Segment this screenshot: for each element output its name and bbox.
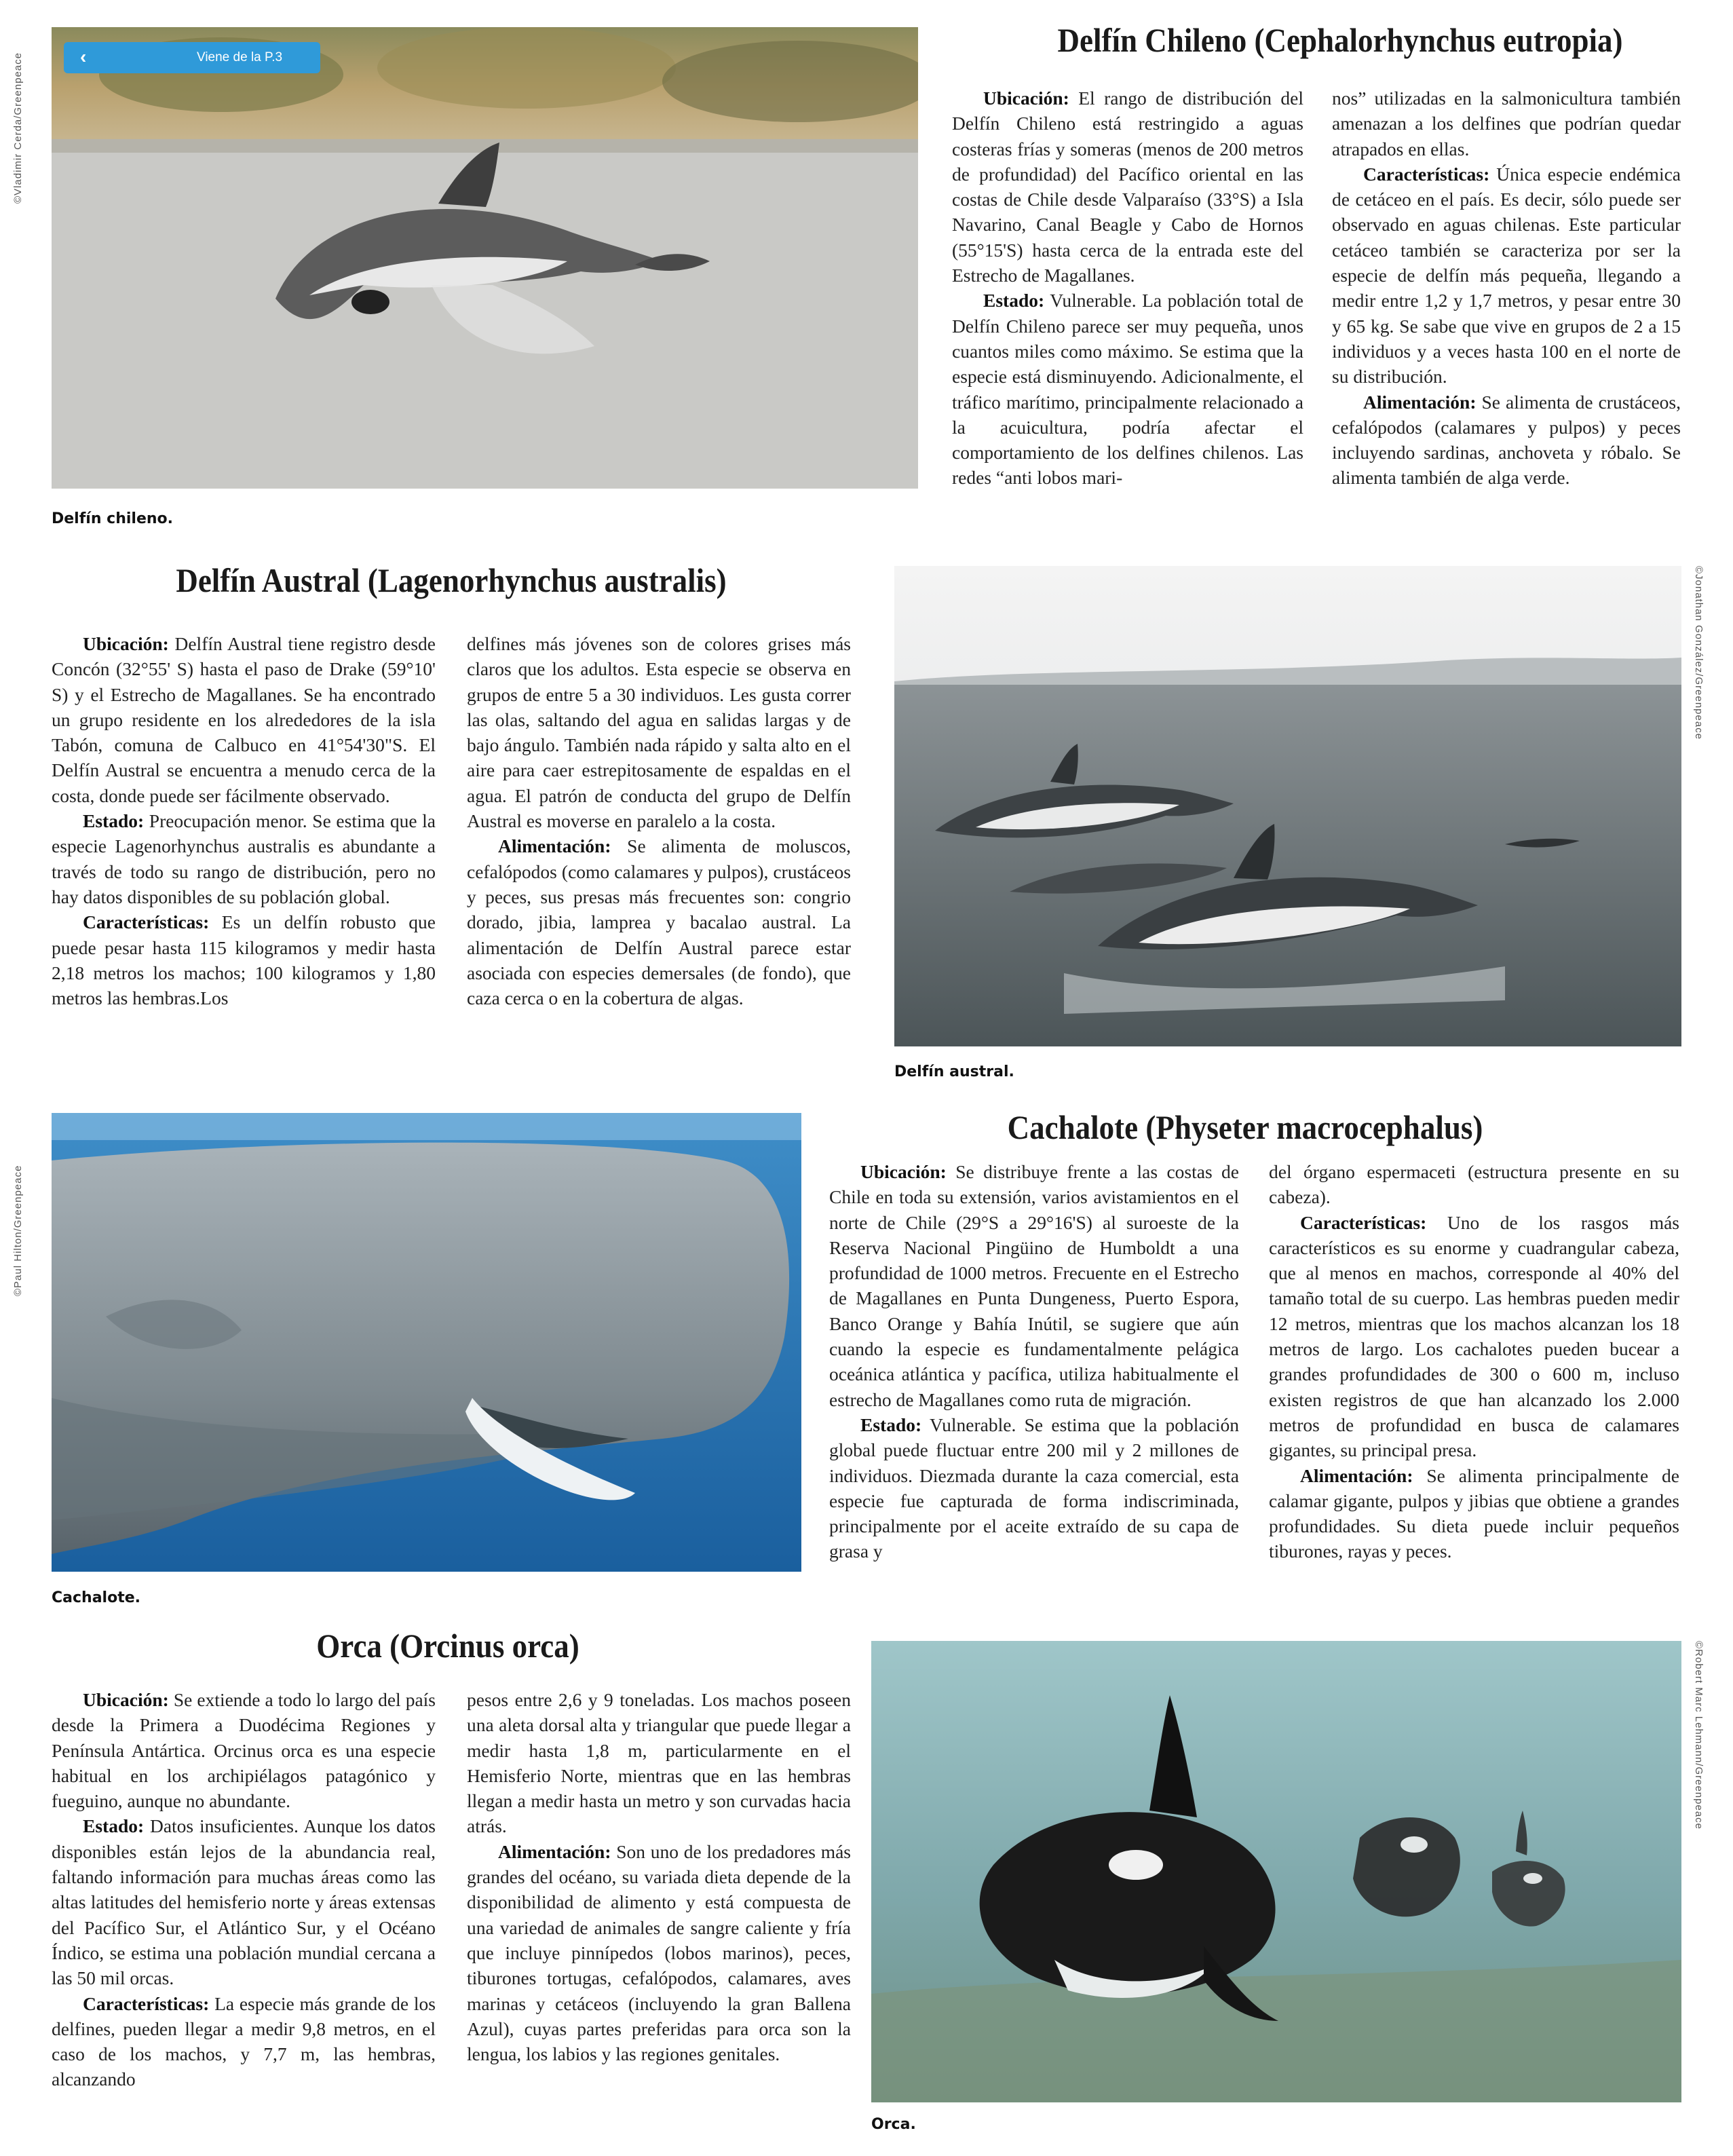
paragraph-label: Estado: <box>83 1815 145 1837</box>
paragraph <box>952 86 1303 288</box>
paragraph-text: pesos entre 2,6 y 9 toneladas. Los machos poseen una aleta dorsal alta y triangular que puede llegar a medir hasta 1,8 m, particularmente en el Hemisferio Norte, mientras que en las hembras llegan a medir hasta un metro y son curvadas hacia atrás. <box>467 1689 851 1837</box>
paragraph-text: del órgano espermaceti (estructura presente en su cabeza). <box>1269 1161 1679 1208</box>
column-chileno-1 <box>952 86 1303 491</box>
paragraph <box>52 808 436 909</box>
caption-orca: Orca. <box>871 2116 916 2133</box>
column-austral-1 <box>52 631 436 1010</box>
paragraph-text: delfines más jóvenes son de colores grises más claros que los adultos. Esta especie se observa en grupos de entre 5 a 30 individuos. Les gusta correr las olas, saltando del agua en salidas largas y de bajo ángulo. También nada rápido y salta alto en el aire para caer estrepitosamente de espaldas en el agua. El patrón de conducta del grupo de Delfín Austral es moverse en paralelo a la costa. <box>467 633 851 832</box>
paragraph-text: Delfín Austral tiene registro desde Concón (32°55' S) hasta el paso de Drake (59°10' S) y el Estrecho de Magallanes. Se ha encontrado un grupo residente en los alrededores de la isla Tabón, comuna de Calbuco en 41°54'30"S. El Delfín Austral se encuentra a menudo cerca de la costa, donde puede ser fácilmente observado. <box>52 633 436 806</box>
paragraph-label: Ubicación: <box>83 1689 169 1710</box>
column-cachalote-2 <box>1269 1159 1679 1564</box>
photo-orca <box>871 1641 1681 2102</box>
paragraph-text: Se alimenta de moluscos, cefalópodos (como calamares y pulpos), crustáceos y peces, sus presas más frecuentes son: congrio dorado, jibia, lamprea y bacalao austral. La alimentación de Delfín Austral parece estar asociada con especies demersales (de fondo), que caza cerca o en la cobertura de algas. <box>467 835 851 1009</box>
caption-cachalote: Cachalote. <box>52 1589 140 1606</box>
paragraph <box>467 1687 851 1839</box>
chevron-left-icon: ‹ <box>80 46 87 67</box>
paragraph-label: Alimentación: <box>498 1840 611 1862</box>
paragraph-text: Preocupación menor. Se estima que la especie Lagenorhynchus australis es abundante a través de todo su rango de distribución, pero no hay datos disponibles de su población global. <box>52 810 436 907</box>
photo-credit-austral: ©Jonathan González/Greenpeace <box>1693 566 1705 740</box>
paragraph <box>52 1687 436 1813</box>
paragraph <box>1332 86 1681 162</box>
photo-credit-cachalote: ©Paul Hilton/Greenpeace <box>12 1165 24 1296</box>
paragraph <box>52 631 436 808</box>
paragraph-text: Uno de los rasgos más característicos es su enorme y cuadrangular cabeza, que al menos en machos, corresponde al 40% del tamaño total de su cuerpo. Las hembras pueden medir 12 metros, mientras que los machos alcanzan los 18 metros de largo. Los cachalotes pueden bucear a grandes profundidades de 300 o 600 m, incluso existen registros de que han alcanzado los 2.000 metros de profundidad en busca de calamares gigantes, su principal presa. <box>1269 1211 1679 1461</box>
column-cachalote-1 <box>829 1159 1239 1564</box>
paragraph <box>1332 162 1681 390</box>
paragraph-label: Características: <box>83 911 210 933</box>
paragraph <box>52 1991 436 2092</box>
paragraph-text: Única especie endémica de cetáceo en el país. Es decir, sólo puede ser observado en aguas chilenas. Este particular cetáceo también se caracteriza por ser la especie de delfín más pequeña, llegando a medir entre 1,2 y 1,7 metros, y pesar entre 30 y 65 kg. Se sabe que vive en grupos de 2 a 15 individuos y a veces hasta 100 en el norte de su distribución. <box>1332 163 1681 387</box>
headline-delfin-chileno: Delfín Chileno (Cephalorhynchus eutropia) <box>1057 21 1623 59</box>
photo-delfin-austral <box>894 566 1681 1046</box>
photo-credit-orca: ©Robert Marc Lehmann/Greenpeace <box>1693 1641 1705 1830</box>
paragraph <box>1269 1210 1679 1463</box>
paragraph <box>829 1412 1239 1564</box>
paragraph-text: Vulnerable. Se estima que la población global puede fluctuar entre 200 mil y 2 millones de individuos. Diezmada durante la caza comercial, esta especie fue capturada de forma indiscriminada, principalmente por el aceite extraído de su capa de grasa y <box>829 1414 1239 1562</box>
paragraph <box>829 1159 1239 1412</box>
paragraph <box>52 909 436 1010</box>
badge-label: Viene de la P.3 <box>197 50 283 64</box>
paragraph-label: Características: <box>1363 163 1490 185</box>
paragraph-label: Ubicación: <box>83 633 169 654</box>
paragraph-label: Alimentación: <box>1363 391 1477 413</box>
paragraph <box>952 288 1303 490</box>
paragraph-label: Características: <box>83 1992 210 2014</box>
paragraph-text: Es un delfín robusto que puede pesar hasta 115 kilogramos y medir hasta 2,18 metros los machos; 100 kilogramos y 1,80 metros las hembras.Los <box>52 911 436 1009</box>
headline-cachalote: Cachalote (Physeter macrocephalus) <box>1007 1108 1483 1146</box>
paragraph-label: Características: <box>1300 1211 1427 1233</box>
column-austral-2 <box>467 631 851 1010</box>
paragraph <box>467 631 851 833</box>
paragraph-text: Son uno de los predadores más grandes del océano, su variada dieta depende de la disponibilidad de alimento y está compuesta de una variedad de animales de sangre caliente y fría que incluye pinnípedos (lobos marinos), peces, tiburones tortugas, cefalópodos, calamares, aves marinas y cetáceos (incluyendo la gran Ballena Azul), cuyas partes preferidas para orca son la lengua, los labios y las regiones genitales. <box>467 1840 851 2065</box>
paragraph-text: Datos insuficientes. Aunque los datos disponibles están lejos de la abundancia real, faltando información para muchas áreas como las altas latitudes del hemisferio norte y áreas extensas del Pacífico Sur, el Atlántico Sur, y el Océano Índico, se estima una población mundial cercana a las 50 mil orcas. <box>52 1815 436 1989</box>
caption-delfin-austral: Delfín austral. <box>894 1063 1014 1080</box>
column-chileno-2 <box>1332 86 1681 491</box>
paragraph-label: Estado: <box>83 810 145 832</box>
caption-delfin-chileno: Delfín chileno. <box>52 510 173 527</box>
paragraph-label: Estado: <box>983 290 1045 311</box>
paragraph-label: Estado: <box>860 1414 922 1435</box>
paragraph-label: Alimentación: <box>498 835 611 857</box>
paragraph-text: Se distribuye frente a las costas de Chile en toda su extensión, varios avistamientos en el norte de Chile (29°S a 29°16'S) al suroeste de la Reserva Nacional Pingüino de Humboldt a una profundidad de 1000 metros. Frecuente en el Estrecho de Magallanes en Punta Dungeness, Puerto Espora, Banco Orange y Bahía Inútil, se sugiere que aún cuando la especie es fundamentalmente pelágica oceánica atlántica y pacífica, utiliza habitualmente el estrecho de Magallanes como ruta de migración. <box>829 1161 1239 1410</box>
paragraph <box>52 1813 436 1990</box>
paragraph-text: Se alimenta principalmente de calamar gigante, pulpos y jibias que obtiene a grandes profundidades. Su dieta puede incluir pequeños tiburones, rayas y peces. <box>1269 1464 1679 1562</box>
photo-cachalote <box>52 1113 801 1572</box>
paragraph <box>467 833 851 1010</box>
photo-credit-chileno: ©Vladimir Cerda/Greenpeace <box>12 52 24 204</box>
paragraph <box>1269 1159 1679 1210</box>
headline-orca: Orca (Orcinus orca) <box>316 1627 579 1665</box>
paragraph <box>1269 1463 1679 1564</box>
paragraph <box>467 1839 851 2067</box>
paragraph-label: Ubicación: <box>983 88 1069 109</box>
column-orca-2 <box>467 1687 851 2066</box>
paragraph-text: Vulnerable. La población total de Delfín Chileno parece ser muy pequeña, unos cuantos miles como máximo. Se estima que la especie está disminuyendo. Adicionalmente, el tráfico marítimo, principalmente relacionado a la acuicultura, podría afectar el comportamiento de los delfines chilenos. Las redes “anti lobos mari- <box>952 290 1303 489</box>
paragraph-text: nos” utilizadas en la salmonicultura también amenazan a los delfines que podrían quedar atrapados en ellas. <box>1332 88 1681 159</box>
paragraph-label: Alimentación: <box>1300 1464 1413 1486</box>
paragraph <box>1332 390 1681 491</box>
paragraph-text: La especie más grande de los delfines, pueden llegar a medir 9,8 metros, en el caso de los machos, y 7,7 m, las hembras, alcanzando <box>52 1992 436 2090</box>
paragraph-text: El rango de distribución del Delfín Chileno está restringido a aguas costeras frías y someras (menos de 200 metros de profundidad) del Pacífico oriental en las costas de Chile desde Valparaíso (33°S) a Isla Navarino, Canal Beagle y Cabo de Hornos (55°15'S) hasta cerca de la entrada este del Estrecho de Magallanes. <box>952 88 1303 286</box>
headline-delfin-austral: Delfín Austral (Lagenorhynchus australis) <box>176 561 727 599</box>
photo-delfin-chileno <box>52 27 918 489</box>
paragraph-text: Se alimenta de crustáceos, cefalópodos (calamares y pulpos) y peces incluyendo sardinas, anchoveta y róbalo. Se alimenta también de alga verde. <box>1332 391 1681 489</box>
continued-from-page-badge[interactable] <box>64 42 320 73</box>
column-orca-1 <box>52 1687 436 2092</box>
paragraph-text: Se extiende a todo lo largo del país desde la Primera a Duodécima Regiones y Península Antártica. Orcinus orca es una especie habitual en los archipiélagos patagónico y fueguino, aunque no abundante. <box>52 1689 436 1812</box>
paragraph-label: Ubicación: <box>860 1161 947 1182</box>
